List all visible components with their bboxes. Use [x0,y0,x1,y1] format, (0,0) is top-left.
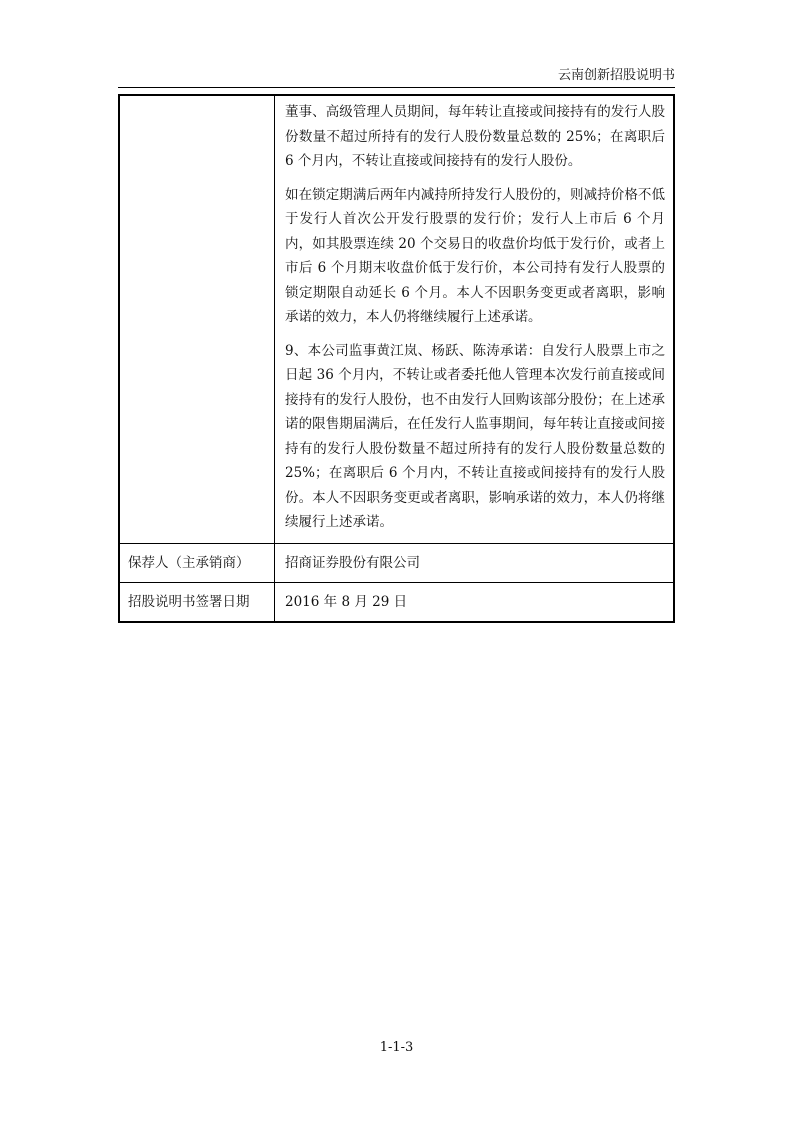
sponsor-row [119,543,674,582]
header-title: 云南创新招股说明书 [557,68,675,83]
date-value: 2016 年 8 月 29 日 [275,582,675,622]
date-row [119,582,674,622]
commitment-label-cell [119,95,275,543]
paragraph-3: 9、本公司监事黄江岚、杨跃、陈涛承诺：自发行人股票上市之日起 36 个月内，不转让或者委托他人管理本次发行前直接或间接持有的发行人股份，也不由发行人回购该部分股份；在上述承诺的限售期届满后，在任发行人监事期间，每年转让直接或间接持有的发行人股份数量不超过所持有的发行人股份数量总数的 25%；在离职后 6 个月内，不转让直接或间接持有的发行人股份。本人不因职务变更或者离职，影响承诺的效力，本人仍将继续履行上述承诺。 [285,342,665,530]
commitment-text-cell [275,95,675,543]
sponsor-label: 保荐人（主承销商） [119,543,275,582]
date-label: 招股说明书签署日期 [119,582,275,622]
sponsor-value: 招商证券股份有限公司 [275,543,675,582]
paragraph-2: 如在锁定期满后两年内减持所持发行人股份的，则减持价格不低于发行人首次公开发行股票的发行价；发行人上市后 6 个月内，如其股票连续 20 个交易日的收盘价均低于发行价，或者上市后 6 个月期末收盘价低于发行价，本公司持有发行人股票的锁定期限自动延长 6 个月。本人不因职务变更或者离职，影响承诺的效力，本人仍将继续履行上述承诺。 [285,186,665,325]
paragraph-1: 董事、高级管理人员期间，每年转让直接或间接持有的发行人股份数量不超过所持有的发行人股份数量总数的 25%；在离职后 6 个月内，不转让直接或间接持有的发行人股份。 [285,104,665,169]
page-footer [0,1040,793,1055]
page-number: 1-1-3 [379,1040,414,1055]
info-table [118,94,675,623]
page-header [118,64,675,88]
commitment-row [119,95,674,543]
